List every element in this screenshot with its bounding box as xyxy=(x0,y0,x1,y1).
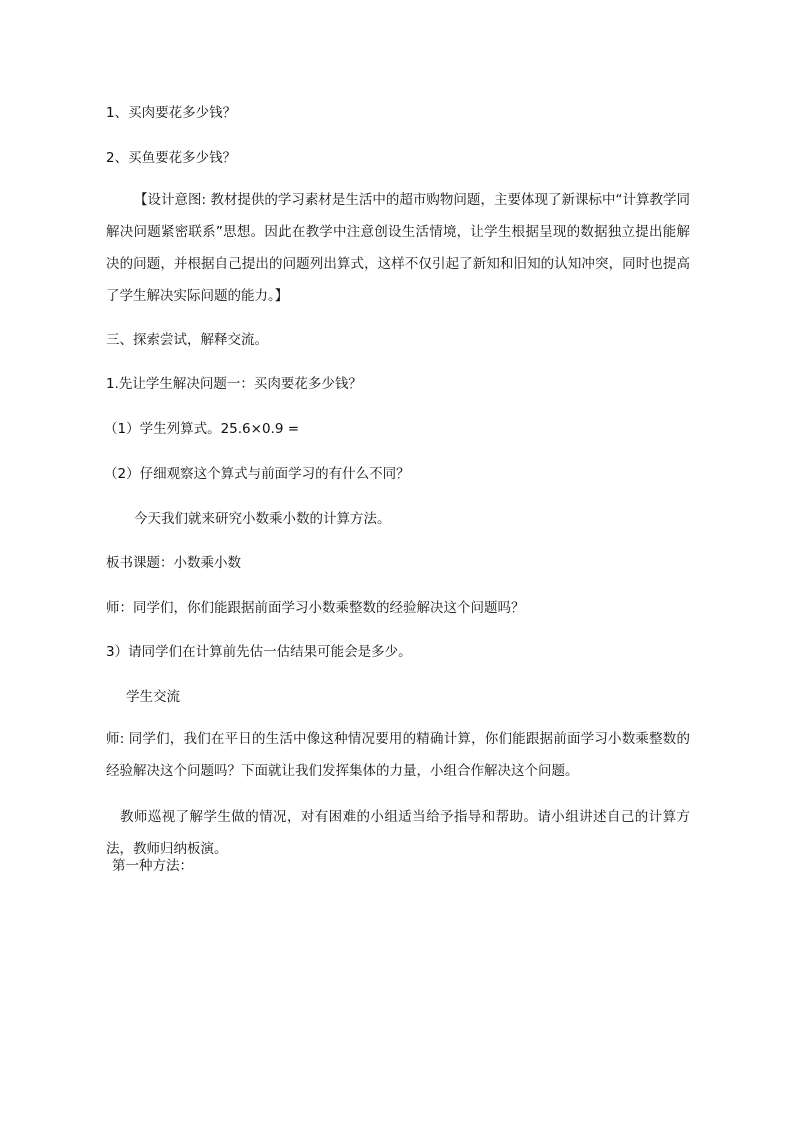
estimate-step: 3）请同学们在计算前先估一估结果可能会是多少。 xyxy=(106,644,412,660)
method-one-heading: 第一种方法： xyxy=(112,858,193,874)
step-1: 1.先让学生解决问题一：买肉要花多少钱？ xyxy=(106,376,362,392)
student-exchange: 学生交流 xyxy=(126,689,180,705)
teacher-question: 师：同学们，你们能跟据前面学习小数乘整数的经验解决这个问题吗？ xyxy=(106,600,525,616)
question-1: 1、买肉要花多少钱？ xyxy=(106,105,237,121)
design-intent-paragraph: 【设计意图: 教材提供的学习素材是生活中的超市购物问题，主要体现了新课标中“计算教学同解决问题紧密联系”思想。因此在教学中注意创设生活情境，让学生根据呈现的数据独立提出能解决的问题，并根据自己提出的问题列出算式，这样不仅引起了新知和旧知的认知冲突，同时也提高了学生解决实际问题的能力。】 xyxy=(106,192,690,304)
board-title: 板书课题：小数乘小数 xyxy=(106,555,241,571)
step-1-2: （2）仔细观察这个算式与前面学习的有什么不同？ xyxy=(104,466,410,482)
teacher-paragraph: 师: 同学们，我们在平日的生活中像这种情况要用的精确计算，你们能跟据前面学习小数乘整数的经验解决这个问题吗？下面就让我们发挥集体的力量，小组合作解决这个问题。 xyxy=(106,731,690,779)
question-2: 2、买鱼要花多少钱？ xyxy=(106,150,237,166)
teacher-tour-paragraph: 教师巡视了解学生做的情况，对有困难的小组适当给予指导和帮助。请小组讲述自己的计算方法，教师归纳板演。 xyxy=(106,809,690,857)
intro-line: 今天我们就来研究小数乘小数的计算方法。 xyxy=(134,511,391,527)
section-heading: 三、探索尝试，解释交流。 xyxy=(106,332,268,348)
step-1-1: （1）学生列算式。25.6×0.9 = xyxy=(104,421,300,437)
